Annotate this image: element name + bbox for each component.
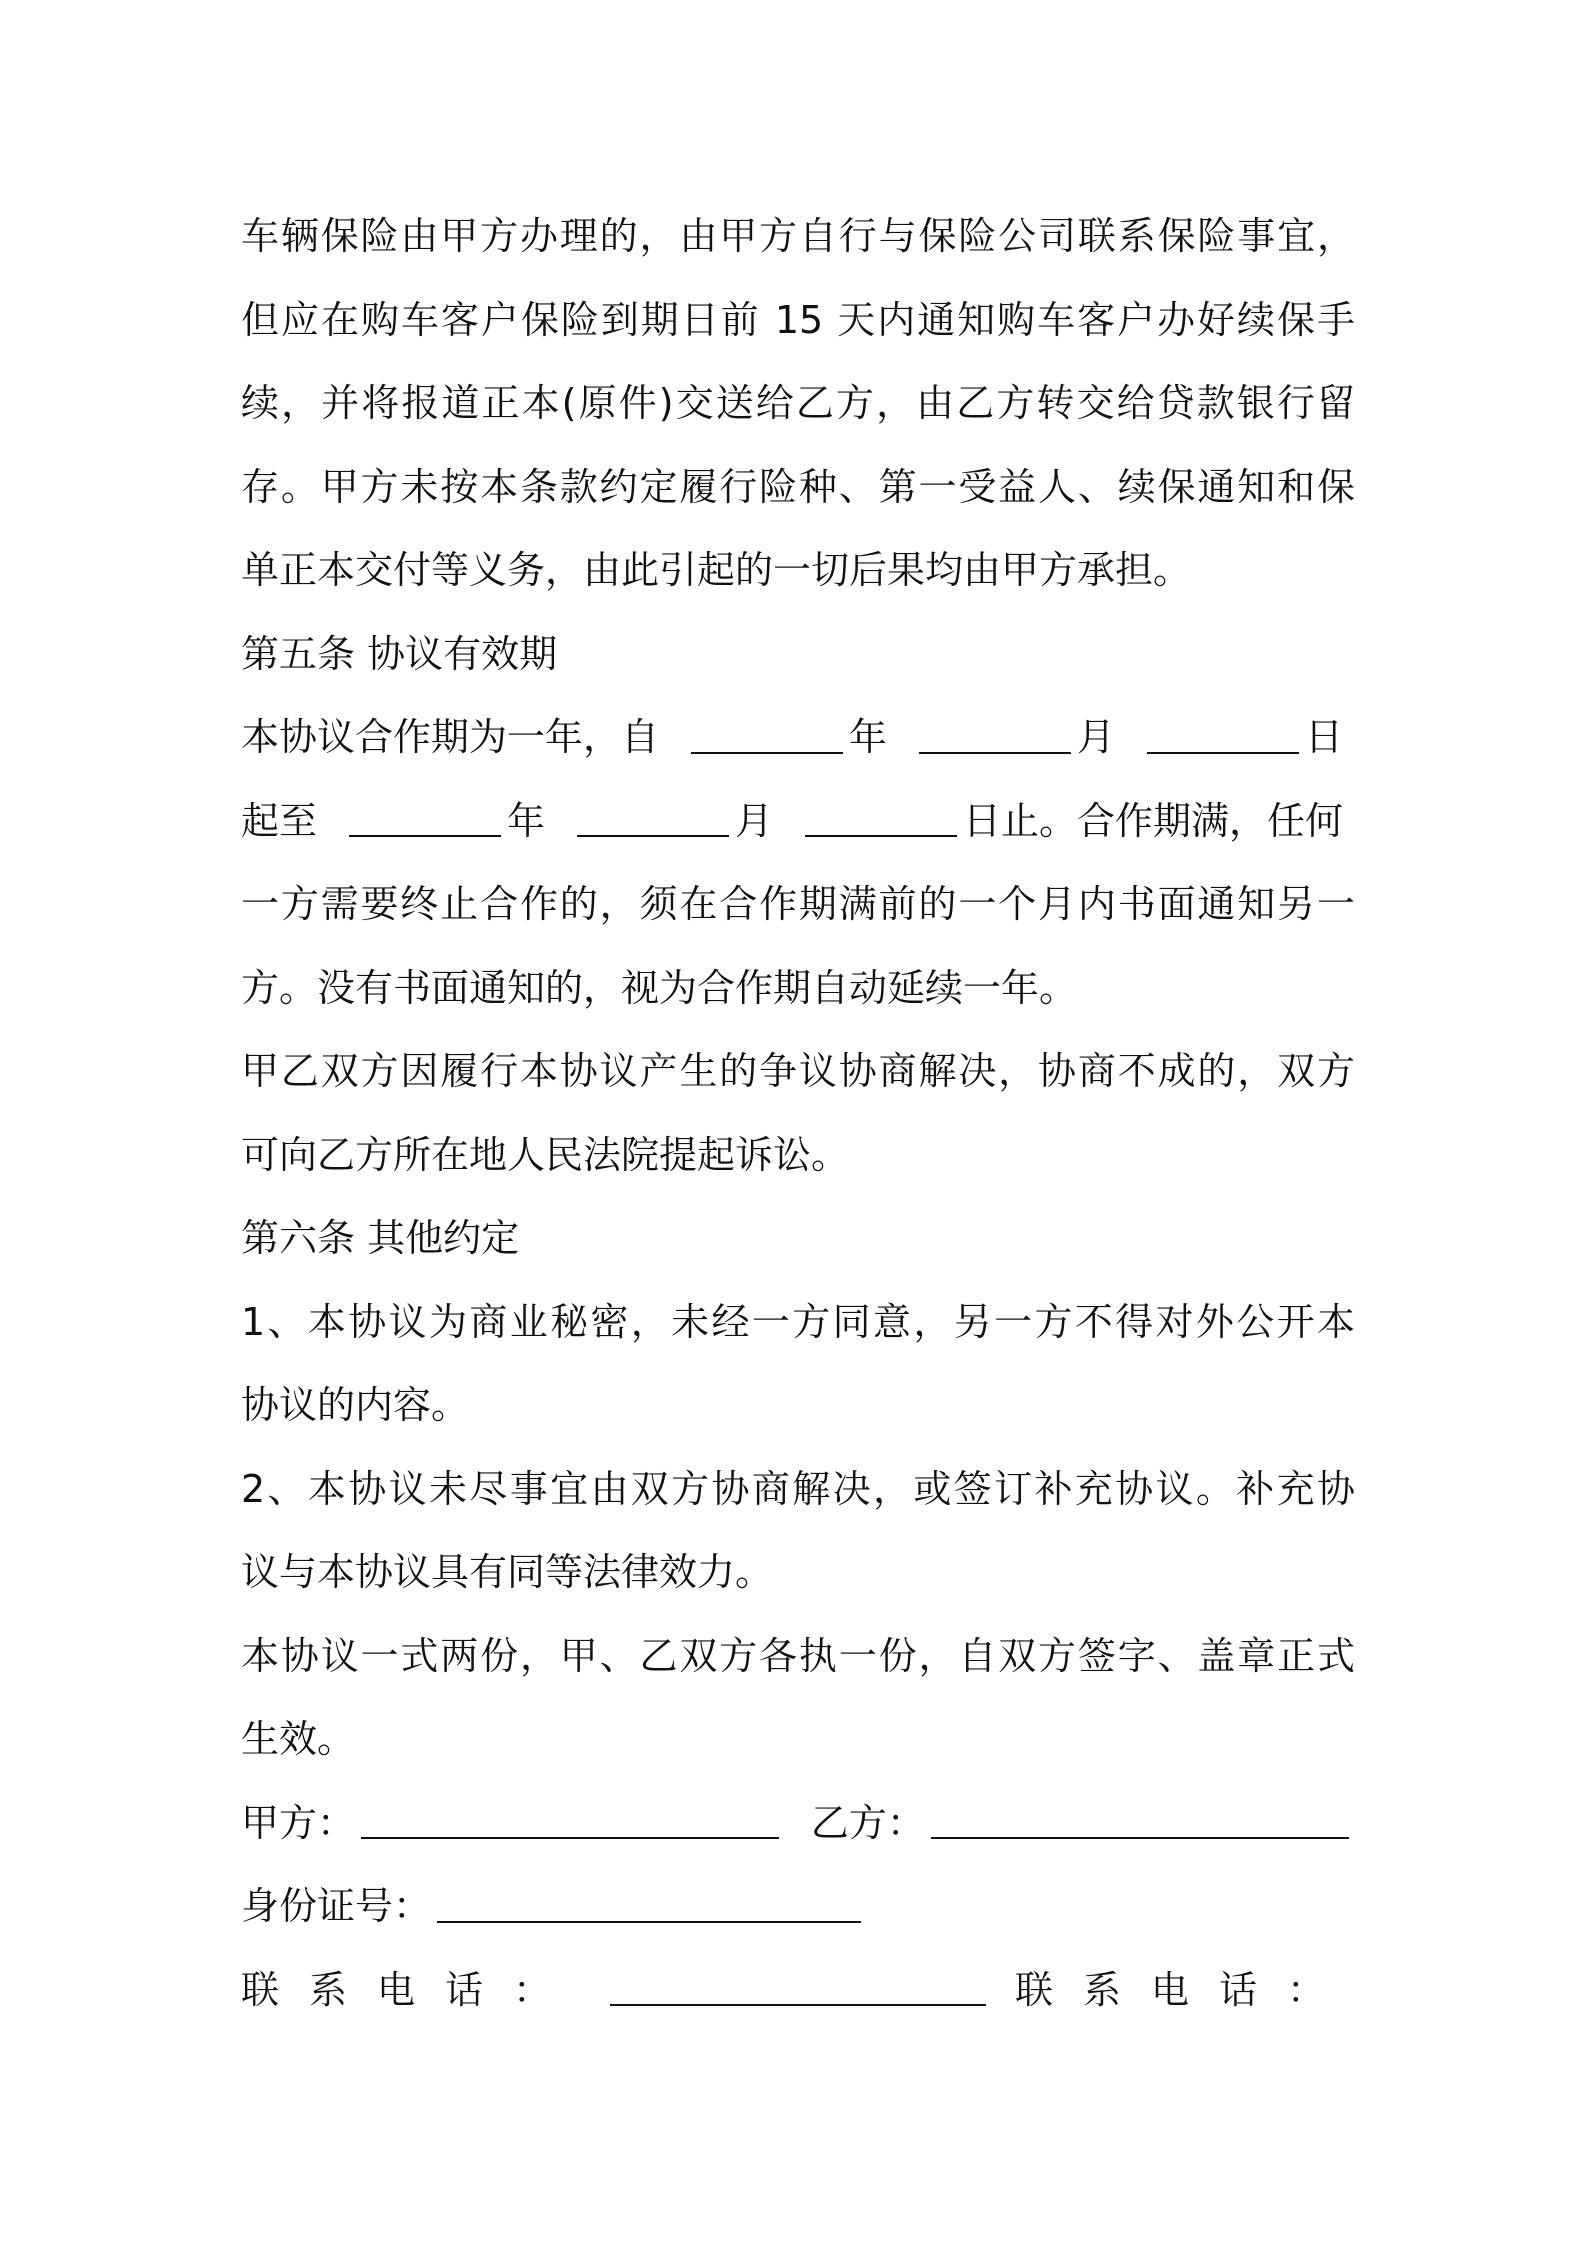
period-end-text: 起至 <box>241 798 318 843</box>
end-year-blank <box>349 805 501 837</box>
start-year-blank <box>691 722 843 754</box>
id-number-label: 身份证号： <box>241 1884 432 1928</box>
party-b-signature-blank <box>931 1807 1349 1839</box>
paragraph-line: 方。没有书面通知的，视为合作期自动延续一年。 <box>241 965 1078 1010</box>
article-5-title: 第五条 协议有效期 <box>241 631 558 676</box>
day-label: 日 <box>1305 715 1344 759</box>
document-body <box>241 195 1355 2032</box>
month-label: 月 <box>735 798 774 843</box>
paragraph-line: 本协议一式两份，甲、乙双方各执一份，自双方签字、盖章正式 <box>241 1633 1355 1678</box>
paragraph-line: 甲乙双方因履行本协议产生的争议协商解决，协商不成的，双方 <box>241 1049 1355 1093</box>
paragraph-line: 生效。 <box>241 1717 356 1761</box>
end-month-blank <box>577 805 729 837</box>
year-label: 年 <box>849 715 888 759</box>
list-item: 2、本协议未尽事宜由双方协商解决，或签订补充协议。补充协 <box>241 1466 1355 1511</box>
paragraph-line: 可向乙方所在地人民法院提起诉讼。 <box>241 1132 850 1177</box>
list-item: 议与本协议具有同等法律效力。 <box>241 1550 774 1594</box>
phone-a-blank <box>610 1974 986 2006</box>
paragraph-line: 车辆保险由甲方办理的，由甲方自行与保险公司联系保险事宜， <box>241 214 1355 258</box>
paragraph-line: 但应在购车客户保险到期日前 15 天内通知购车客户办好续保手 <box>241 297 1355 342</box>
period-end-tail: 日止。合作期满，任何 <box>963 798 1344 843</box>
list-item: 协议的内容。 <box>241 1383 470 1427</box>
party-a-signature-blank <box>361 1807 779 1839</box>
id-number-row <box>241 1865 1355 1949</box>
period-line-2 <box>241 780 1355 864</box>
id-number-blank <box>437 1891 861 1923</box>
phone-label-b: 联系电话： <box>1014 1967 1355 2012</box>
month-label: 月 <box>1077 715 1116 759</box>
paragraph-line: 续，并将报道正本(原件)交送给乙方，由乙方转交给贷款银行留 <box>241 381 1355 425</box>
phone-label-a: 联系电话： <box>241 1967 582 2012</box>
end-day-blank <box>805 805 957 837</box>
article-6-title: 第六条 其他约定 <box>241 1216 520 1260</box>
phone-row <box>241 1949 1355 2033</box>
party-a-label: 甲方： <box>241 1800 356 1845</box>
signature-parties-row <box>241 1782 1355 1866</box>
start-day-blank <box>1147 722 1299 754</box>
paragraph-line: 单正本交付等义务，由此引起的一切后果均由甲方承担。 <box>241 548 1192 592</box>
list-item: 1、本协议为商业秘密，未经一方同意，另一方不得对外公开本 <box>241 1299 1355 1344</box>
paragraph-line: 一方需要终止合作的，须在合作期满前的一个月内书面通知另一 <box>241 882 1355 926</box>
period-start-text: 本协议合作期为一年，自 <box>241 715 660 759</box>
year-label: 年 <box>507 798 546 843</box>
paragraph-line: 存。甲方未按本条款约定履行险种、第一受益人、续保通知和保 <box>241 464 1355 509</box>
party-b-label: 乙方： <box>810 1800 925 1845</box>
start-month-blank <box>919 722 1071 754</box>
period-line-1 <box>241 696 1355 780</box>
